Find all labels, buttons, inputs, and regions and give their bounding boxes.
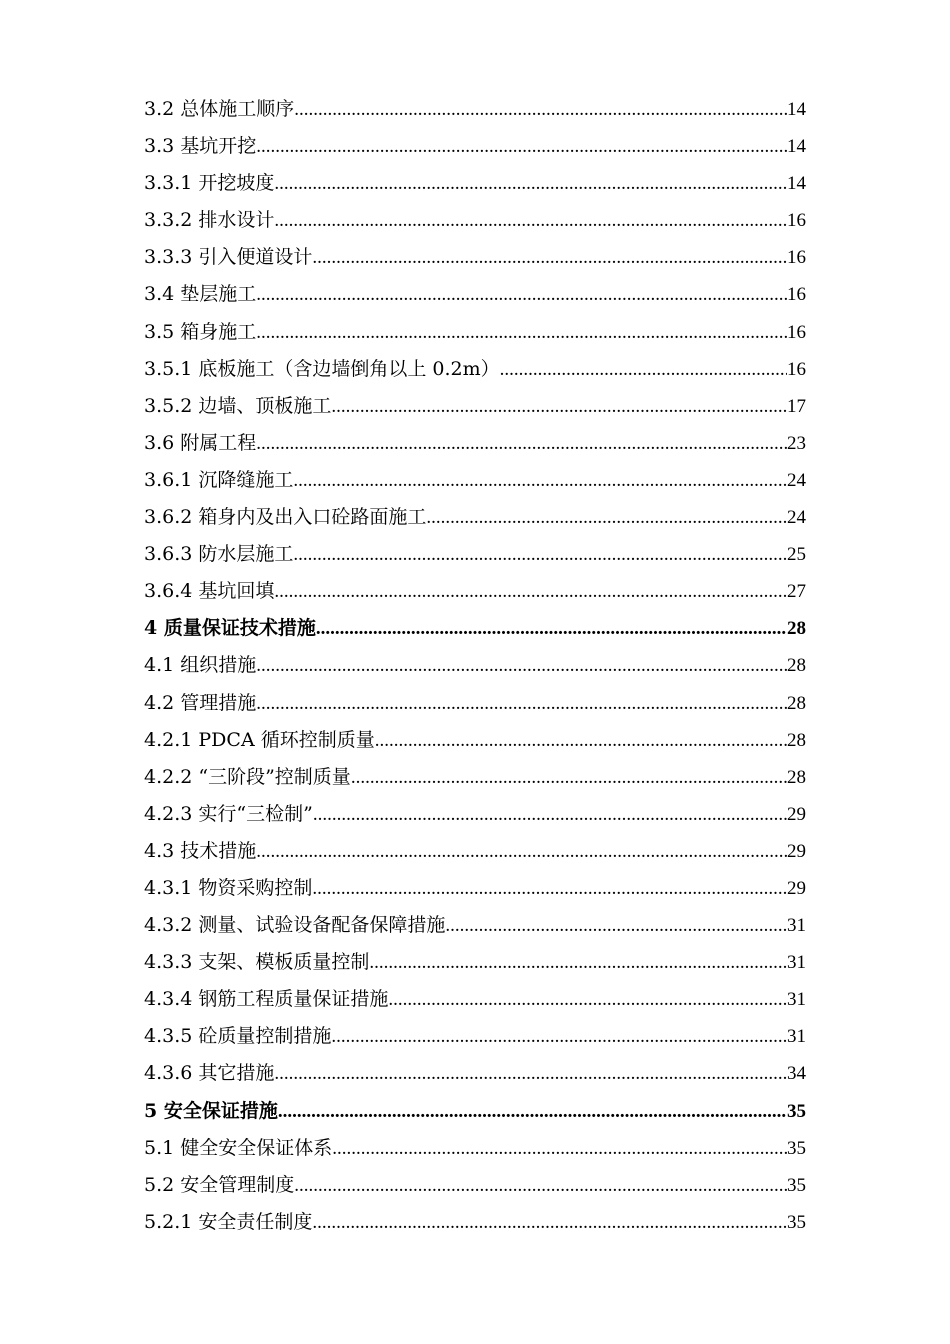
toc-entry-title: 4 质量保证技术措施 — [144, 617, 316, 640]
toc-entry-page-number: 28 — [787, 655, 806, 677]
toc-entry-title: 4.2.3 实行“三检制” — [144, 802, 313, 825]
table-of-contents — [144, 91, 806, 1241]
toc-entry-title: 5.2.1 安全责任制度 — [144, 1210, 313, 1233]
toc-entry[interactable] — [144, 1093, 806, 1130]
toc-entry-page-number: 16 — [787, 284, 806, 306]
toc-entry-page-number: 16 — [787, 210, 806, 232]
toc-entry[interactable] — [144, 351, 806, 388]
toc-entry-page-number: 16 — [787, 247, 806, 269]
toc-dot-leader — [312, 1204, 787, 1241]
toc-entry-page-number: 25 — [787, 544, 806, 566]
toc-entry-page-number: 27 — [787, 581, 806, 603]
toc-entry[interactable] — [144, 499, 806, 536]
toc-entry[interactable] — [144, 796, 806, 833]
toc-entry[interactable] — [144, 1204, 806, 1241]
toc-entry-title: 4.3.4 钢筋工程质量保证措施 — [144, 988, 389, 1011]
toc-entry[interactable] — [144, 388, 806, 425]
toc-entry-title: 4.2.2 “三阶段”控制质量 — [144, 765, 351, 788]
toc-entry-page-number: 24 — [787, 507, 806, 529]
toc-entry-title: 3.6.1 沉降缝施工 — [144, 468, 294, 491]
toc-entry-page-number: 28 — [787, 766, 806, 788]
toc-entry-title: 5.1 健全安全保证体系 — [144, 1136, 333, 1159]
toc-entry[interactable] — [144, 165, 806, 202]
toc-entry-page-number: 14 — [787, 99, 806, 120]
toc-entry[interactable] — [144, 833, 806, 870]
toc-entry[interactable] — [144, 128, 806, 165]
toc-dot-leader — [445, 907, 787, 944]
toc-dot-leader — [274, 165, 787, 202]
toc-dot-leader — [426, 499, 787, 536]
toc-dot-leader — [256, 685, 787, 722]
toc-entry[interactable] — [144, 944, 806, 981]
toc-entry-title: 3.6 附属工程 — [144, 431, 257, 454]
toc-entry[interactable] — [144, 1167, 806, 1204]
toc-entry-page-number: 35 — [787, 1174, 806, 1196]
toc-dot-leader — [256, 128, 787, 165]
toc-entry-page-number: 24 — [787, 469, 806, 491]
toc-entry[interactable] — [144, 647, 806, 684]
toc-entry[interactable] — [144, 239, 806, 276]
toc-entry-page-number: 35 — [787, 1137, 806, 1159]
toc-entry-page-number: 31 — [787, 1026, 806, 1048]
toc-entry-title: 3.2 总体施工顺序 — [144, 98, 295, 120]
toc-entry-title: 4.3.5 砼质量控制措施 — [144, 1025, 332, 1048]
toc-entry[interactable] — [144, 573, 806, 610]
toc-dot-leader — [256, 425, 787, 462]
toc-entry-title: 4.2 管理措施 — [144, 691, 257, 714]
toc-dot-leader — [316, 610, 787, 647]
toc-entry-page-number: 28 — [787, 729, 806, 751]
toc-entry-page-number: 31 — [787, 952, 806, 974]
toc-entry-title: 3.5 箱身施工 — [144, 320, 257, 343]
toc-entry[interactable] — [144, 276, 806, 313]
toc-dot-leader — [331, 1018, 787, 1055]
toc-entry[interactable] — [144, 685, 806, 722]
toc-entry-title: 4.3 技术措施 — [144, 839, 257, 862]
toc-entry[interactable] — [144, 610, 806, 647]
toc-dot-leader — [369, 944, 787, 981]
toc-entry[interactable] — [144, 981, 806, 1018]
toc-entry-title: 5 安全保证措施 — [144, 1099, 278, 1122]
toc-entry[interactable] — [144, 870, 806, 907]
toc-dot-leader — [256, 833, 787, 870]
toc-dot-leader — [256, 647, 787, 684]
toc-entry-page-number: 29 — [787, 840, 806, 862]
toc-entry-title: 5.2 安全管理制度 — [144, 1173, 295, 1196]
toc-entry[interactable] — [144, 759, 806, 796]
toc-entry-title: 3.6.2 箱身内及出入口砼路面施工 — [144, 506, 427, 529]
toc-entry[interactable] — [144, 722, 806, 759]
toc-entry-page-number: 28 — [787, 692, 806, 714]
toc-entry-page-number: 35 — [787, 1100, 806, 1122]
toc-entry-title: 4.3.1 物资采购控制 — [144, 876, 313, 899]
toc-entry-title: 4.3.2 测量、试验设备配备保障措施 — [144, 914, 446, 937]
toc-entry-page-number: 34 — [787, 1063, 806, 1085]
toc-entry-title: 3.4 垫层施工 — [144, 283, 257, 306]
toc-entry-title: 3.3.1 开挖坡度 — [144, 172, 275, 195]
toc-entry-page-number: 14 — [787, 173, 806, 195]
toc-dot-leader — [256, 276, 787, 313]
toc-entry-title: 4.2.1 PDCA 循环控制质量 — [144, 728, 375, 751]
toc-dot-leader — [293, 462, 787, 499]
toc-entry-title: 4.3.3 支架、模板质量控制 — [144, 951, 370, 974]
toc-entry-title: 3.6.3 防水层施工 — [144, 543, 294, 566]
toc-entry[interactable] — [144, 1130, 806, 1167]
toc-entry-page-number: 14 — [787, 136, 806, 158]
toc-entry-page-number: 28 — [787, 618, 806, 640]
toc-dot-leader — [500, 351, 787, 388]
toc-dot-leader — [351, 759, 787, 796]
toc-entry-page-number: 31 — [787, 915, 806, 937]
toc-entry-title: 3.6.4 基坑回填 — [144, 580, 275, 603]
toc-entry-page-number: 31 — [787, 989, 806, 1011]
toc-dot-leader — [256, 314, 787, 351]
toc-entry-title: 3.5.1 底板施工（含边墙倒角以上 0.2m） — [144, 357, 500, 380]
toc-dot-leader — [332, 1130, 787, 1167]
toc-entry-page-number: 23 — [787, 432, 806, 454]
toc-entry[interactable] — [144, 202, 806, 239]
toc-dot-leader — [278, 1093, 787, 1130]
toc-dot-leader — [293, 536, 787, 573]
toc-dot-leader — [294, 91, 787, 128]
toc-dot-leader — [294, 1167, 787, 1204]
toc-entry-page-number: 16 — [787, 321, 806, 343]
toc-dot-leader — [313, 796, 787, 833]
toc-entry-title: 3.3.3 引入便道设计 — [144, 246, 313, 269]
toc-entry[interactable] — [144, 907, 806, 944]
toc-entry-title: 4.1 组织措施 — [144, 654, 257, 677]
toc-dot-leader — [388, 981, 787, 1018]
toc-dot-leader — [375, 722, 787, 759]
toc-dot-leader — [274, 202, 787, 239]
toc-entry[interactable] — [144, 462, 806, 499]
toc-dot-leader — [331, 388, 787, 425]
toc-dot-leader — [312, 239, 787, 276]
toc-entry[interactable] — [144, 314, 806, 351]
toc-entry-page-number: 29 — [787, 803, 806, 825]
toc-entry[interactable] — [144, 91, 806, 128]
toc-entry-page-number: 16 — [787, 358, 806, 380]
toc-entry-title: 3.5.2 边墙、顶板施工 — [144, 394, 332, 417]
toc-entry-title: 3.3 基坑开挖 — [144, 135, 257, 158]
toc-dot-leader — [274, 573, 787, 610]
toc-entry-page-number: 35 — [787, 1211, 806, 1233]
toc-dot-leader — [312, 870, 787, 907]
toc-entry[interactable] — [144, 1018, 806, 1055]
toc-entry-page-number: 17 — [787, 395, 806, 417]
toc-entry[interactable] — [144, 536, 806, 573]
toc-entry-page-number: 29 — [787, 877, 806, 899]
toc-entry[interactable] — [144, 425, 806, 462]
toc-entry-title: 3.3.2 排水设计 — [144, 209, 275, 232]
toc-entry[interactable] — [144, 1055, 806, 1092]
toc-dot-leader — [274, 1055, 787, 1092]
toc-entry-title: 4.3.6 其它措施 — [144, 1062, 275, 1085]
